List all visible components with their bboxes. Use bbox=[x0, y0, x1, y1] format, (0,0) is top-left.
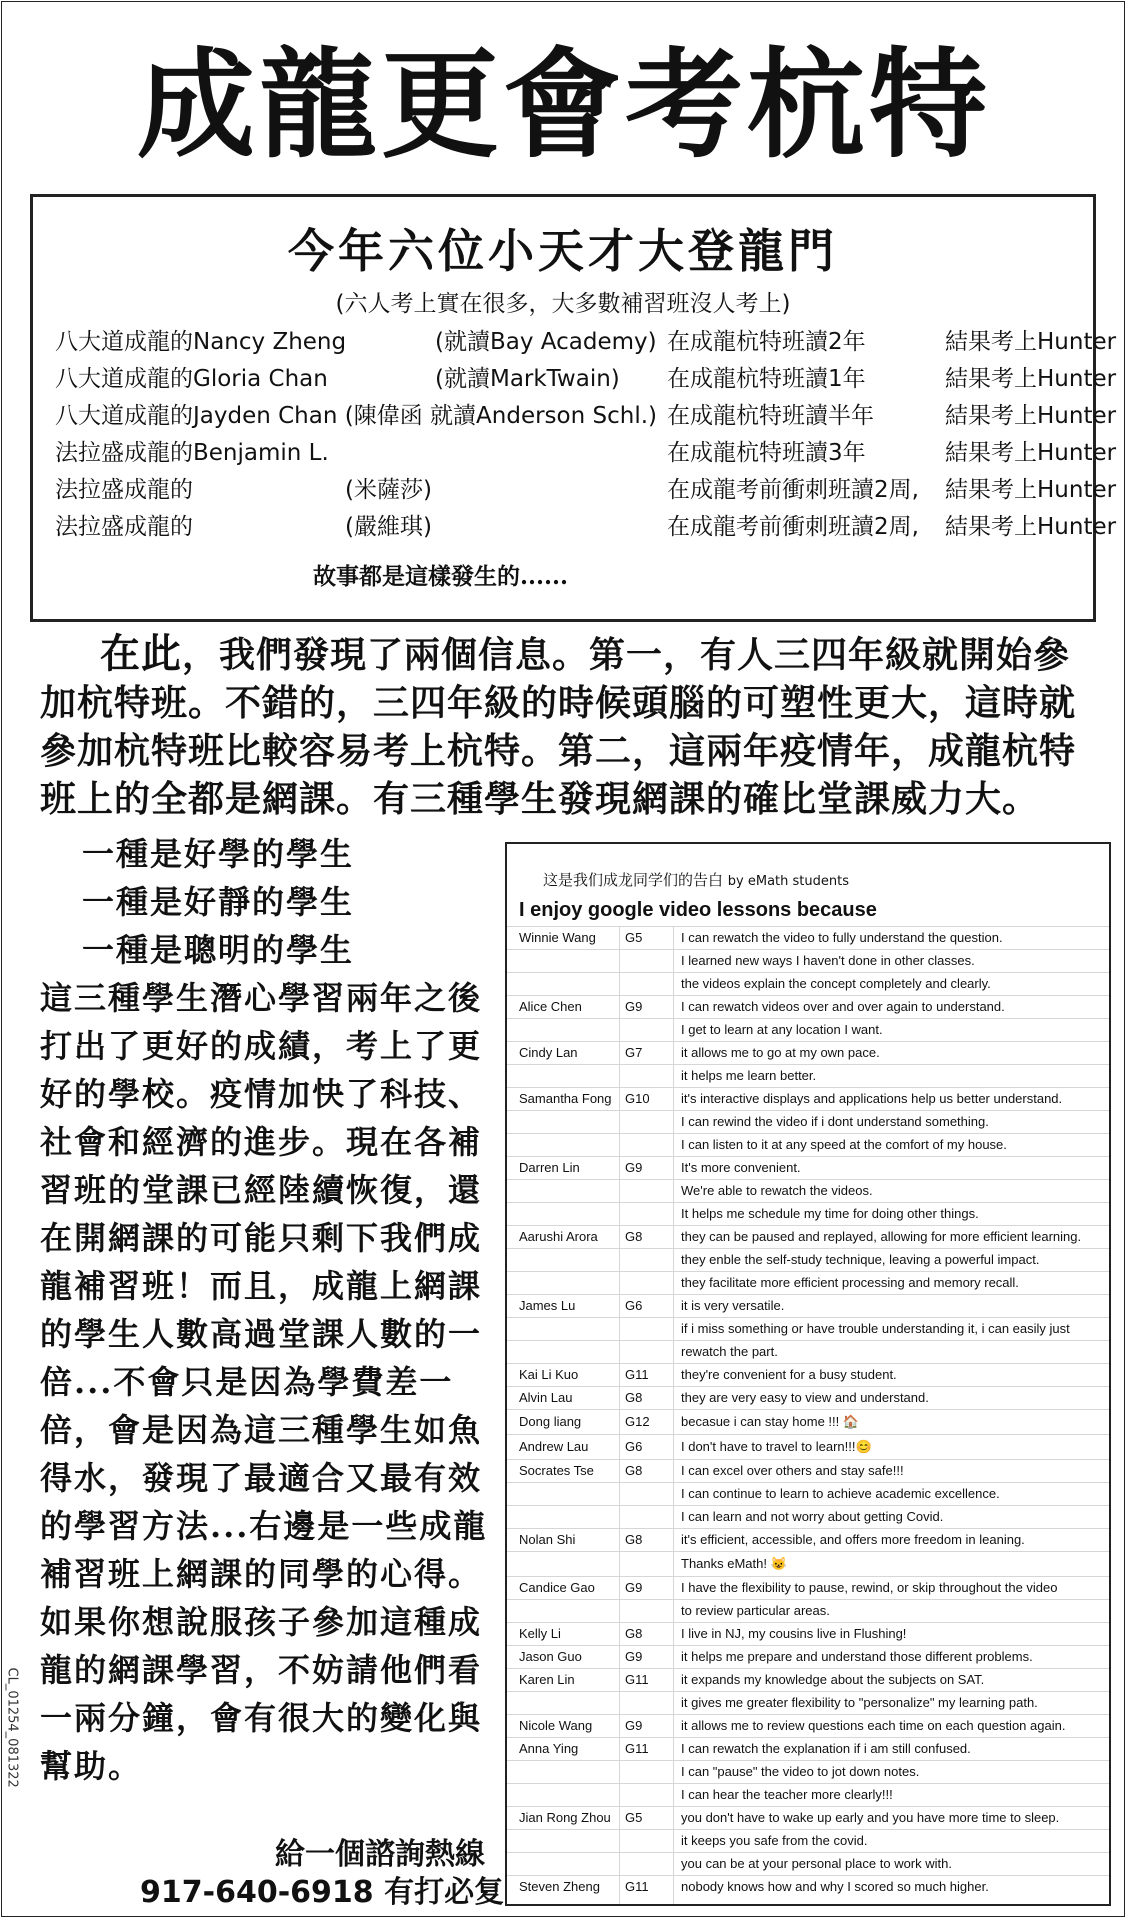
table-row bbox=[507, 1041, 1109, 1064]
table-row bbox=[507, 1340, 1109, 1363]
student-comment: they can be paused and replayed, allowing for more efficient learning. bbox=[681, 1229, 1082, 1244]
student-name: 法拉盛成龍的Benjamin L. bbox=[55, 440, 329, 466]
hotline-label: 給一個諮詢熱線 bbox=[275, 1837, 485, 1872]
student-name: James Lu bbox=[519, 1298, 576, 1313]
student-comment: It helps me schedule my time for doing other things. bbox=[681, 1206, 979, 1221]
table-row bbox=[507, 1409, 1109, 1434]
student-school: (嚴維琪) bbox=[345, 514, 432, 540]
table-row bbox=[507, 1133, 1109, 1156]
left-column-text: 這三種學生潛心學習兩年之後打出了更好的成績，考上了更好的學校。疫情加快了科技、社會和經濟的進步。現在各補習班的堂課已經陸續恢復，還在開網課的可能只剩下我們成龍補習班！而且，成龍上網課的學生人數高過堂課人數的一倍...不會只是因為學費差一倍，會是因為這三種學生如魚得水，發現了最適合又最有效的學習方法...右邊是一些成龍補習班上網課的同學的心得。如果你想說服孩子參加這種成龍的網課學習，不妨請他們看一兩分鐘，會有很大的變化與幫助。 bbox=[40, 979, 488, 1785]
student-name: Jason Guo bbox=[519, 1649, 582, 1664]
table-row bbox=[507, 1829, 1109, 1852]
student-grade: G8 bbox=[625, 1626, 643, 1641]
left-column bbox=[40, 830, 495, 1790]
student-name: Anna Ying bbox=[519, 1741, 579, 1756]
student-name: Samantha Fong bbox=[519, 1091, 612, 1106]
student-grade: G5 bbox=[625, 1810, 643, 1825]
student-school: (米薩莎) bbox=[345, 477, 432, 503]
table-row bbox=[507, 1668, 1109, 1691]
results-title: 今年六位小天才大登龍門 bbox=[288, 224, 838, 278]
table-row bbox=[507, 1202, 1109, 1225]
student-comment: I live in NJ, my cousins live in Flushing! bbox=[681, 1626, 907, 1641]
student-comment: it helps me prepare and understand those different problems. bbox=[681, 1649, 1033, 1664]
student-comment: nobody knows how and why I scored so much higher. bbox=[681, 1879, 989, 1894]
student-name: Steven Zheng bbox=[519, 1879, 600, 1894]
table-row bbox=[507, 1271, 1109, 1294]
contact-block bbox=[140, 1836, 505, 1912]
student-name: Socrates Tse bbox=[519, 1463, 594, 1478]
table-row bbox=[507, 1317, 1109, 1340]
student-comment: the videos explain the concept completely and clearly. bbox=[681, 976, 991, 991]
table-row bbox=[507, 1064, 1109, 1087]
student-name: 八大道成龍的Nancy Zheng bbox=[55, 329, 347, 355]
student-comment: it allows me to review questions each time on each question again. bbox=[681, 1718, 1066, 1733]
student-comment: it's interactive displays and applications help us better understand. bbox=[681, 1091, 1063, 1106]
table-row bbox=[507, 1551, 1109, 1576]
testimonials-header-en: by eMath students bbox=[727, 874, 849, 889]
table-row bbox=[507, 1294, 1109, 1317]
student-grade: G11 bbox=[625, 1879, 649, 1894]
table-row bbox=[507, 1087, 1109, 1110]
headline: 成龍更會考杭特 bbox=[136, 36, 991, 174]
student-grade: G6 bbox=[625, 1298, 643, 1313]
student-grade: G9 bbox=[625, 999, 643, 1014]
student-grade: G12 bbox=[625, 1414, 650, 1429]
phone-number[interactable]: 917-640-6918 有打必复 bbox=[140, 1875, 505, 1910]
table-row bbox=[507, 1459, 1109, 1482]
exam-result: 結果考上Hunter bbox=[945, 477, 1117, 503]
student-grade: G7 bbox=[625, 1045, 643, 1060]
exam-result: 結果考上Hunter bbox=[945, 403, 1117, 429]
testimonials-title: I enjoy google video lessons because bbox=[519, 899, 877, 921]
story-line: 故事都是這樣發生的...... bbox=[313, 563, 569, 590]
table-row bbox=[507, 1179, 1109, 1202]
student-name: Nicole Wang bbox=[519, 1718, 593, 1733]
student-comment: it's efficient, accessible, and offers more freedom in leaning. bbox=[681, 1532, 1025, 1547]
student-grade: G11 bbox=[625, 1367, 649, 1382]
student-grade: G9 bbox=[625, 1649, 643, 1664]
student-comment: it allows me to go at my own pace. bbox=[681, 1045, 880, 1060]
student-comment: becasue i can stay home !!! 🏠 bbox=[681, 1414, 860, 1429]
study-duration: 在成龍考前衝刺班讀2周, bbox=[667, 514, 919, 540]
testimonials-panel bbox=[505, 842, 1111, 1906]
table-row bbox=[507, 995, 1109, 1018]
student-comment: We're able to rewatch the videos. bbox=[681, 1183, 873, 1198]
student-grade: G11 bbox=[625, 1741, 649, 1756]
table-row bbox=[507, 1434, 1109, 1459]
student-comment: rewatch the part. bbox=[681, 1344, 778, 1359]
student-comment: I can "pause" the video to jot down notes. bbox=[681, 1764, 920, 1779]
intro-paragraph bbox=[40, 630, 1090, 823]
student-comment: you don't have to wake up early and you have more time to sleep. bbox=[681, 1810, 1060, 1825]
table-row bbox=[507, 1691, 1109, 1714]
table-row bbox=[507, 1156, 1109, 1179]
result-row bbox=[55, 510, 1117, 544]
study-duration: 在成龍杭特班讀2年 bbox=[667, 329, 866, 355]
table-row bbox=[507, 1386, 1109, 1409]
table-row bbox=[507, 926, 1109, 949]
exam-result: 結果考上Hunter bbox=[945, 366, 1117, 392]
student-comment: if i miss something or have trouble understanding it, i can easily just bbox=[681, 1321, 1070, 1336]
student-name: 八大道成龍的Gloria Chan bbox=[55, 366, 328, 392]
table-row bbox=[507, 1110, 1109, 1133]
student-comment: you can be at your personal place to work with. bbox=[681, 1856, 952, 1871]
table-row bbox=[507, 1783, 1109, 1806]
student-name: Jian Rong Zhou bbox=[519, 1810, 611, 1825]
student-grade: G9 bbox=[625, 1580, 643, 1595]
student-comment: I can continue to learn to achieve academic excellence. bbox=[681, 1486, 1000, 1501]
student-kind: 一種是聰明的學生 bbox=[82, 931, 355, 969]
testimonials-header-cn: 这是我们成龙同学们的告白 bbox=[543, 871, 724, 889]
student-comment: I can listen to it at any speed at the comfort of my house. bbox=[681, 1137, 1007, 1152]
student-comment: they're convenient for a busy student. bbox=[681, 1367, 897, 1382]
student-comment: I can rewatch the video to fully understand the question. bbox=[681, 930, 1003, 945]
student-grade: G9 bbox=[625, 1718, 643, 1733]
student-name: 法拉盛成龍的 bbox=[55, 514, 193, 540]
student-comment: it is very versatile. bbox=[681, 1298, 785, 1313]
student-name: Dong liang bbox=[519, 1414, 582, 1429]
student-grade: G5 bbox=[625, 930, 643, 945]
student-grade: G8 bbox=[625, 1463, 643, 1478]
table-row bbox=[507, 1599, 1109, 1622]
study-duration: 在成龍考前衝刺班讀2周, bbox=[667, 477, 919, 503]
testimonials-table bbox=[507, 926, 1109, 1898]
student-comment: they are very easy to view and understand. bbox=[681, 1390, 929, 1405]
student-grade: G10 bbox=[625, 1091, 650, 1106]
table-row bbox=[507, 1737, 1109, 1760]
exam-result: 結果考上Hunter bbox=[945, 514, 1117, 540]
student-comment: It's more convenient. bbox=[681, 1160, 801, 1175]
table-row bbox=[507, 1505, 1109, 1528]
table-row bbox=[507, 1576, 1109, 1599]
table-row bbox=[507, 1875, 1109, 1898]
student-grade: G6 bbox=[625, 1439, 643, 1454]
table-row bbox=[507, 949, 1109, 972]
student-name: Kai Li Kuo bbox=[519, 1367, 579, 1382]
student-school: (就讀MarkTwain) bbox=[435, 366, 620, 392]
student-comment: I can excel over others and stay safe!!! bbox=[681, 1463, 904, 1478]
student-comment: I can rewatch videos over and over again to understand. bbox=[681, 999, 1005, 1014]
study-duration: 在成龍杭特班讀半年 bbox=[667, 403, 874, 429]
table-row bbox=[507, 1806, 1109, 1829]
student-grade: G8 bbox=[625, 1532, 643, 1547]
student-comment: I can hear the teacher more clearly!!! bbox=[681, 1787, 893, 1802]
result-row bbox=[55, 436, 1117, 470]
exam-result: 結果考上Hunter bbox=[945, 440, 1117, 466]
table-row bbox=[507, 1852, 1109, 1875]
result-row bbox=[55, 473, 1117, 507]
student-comment: I have the flexibility to pause, rewind, or skip throughout the video bbox=[681, 1580, 1058, 1595]
table-row bbox=[507, 1018, 1109, 1041]
student-name: Cindy Lan bbox=[519, 1045, 578, 1060]
student-school: (就讀Bay Academy) bbox=[435, 329, 657, 355]
table-row bbox=[507, 1482, 1109, 1505]
student-name: Candice Gao bbox=[519, 1580, 595, 1595]
student-comment: I can rewatch the explanation if i am still confused. bbox=[681, 1741, 971, 1756]
student-name: Andrew Lau bbox=[519, 1439, 589, 1454]
student-name: Darren Lin bbox=[519, 1160, 580, 1175]
table-row bbox=[507, 1225, 1109, 1248]
student-name: Alvin Lau bbox=[519, 1390, 573, 1405]
student-comment: I don't have to travel to learn!!!😊 bbox=[681, 1439, 872, 1454]
student-comment: I can learn and not worry about getting Covid. bbox=[681, 1509, 944, 1524]
student-name: Nolan Shi bbox=[519, 1532, 576, 1547]
student-kind: 一種是好靜的學生 bbox=[82, 883, 355, 921]
student-grade: G8 bbox=[625, 1390, 643, 1405]
ad-code: CL_01254_081322 bbox=[4, 1667, 20, 1788]
table-row bbox=[507, 1248, 1109, 1271]
student-grade: G8 bbox=[625, 1229, 643, 1244]
student-comment: they enble the self-study technique, leaving a powerful impact. bbox=[681, 1252, 1040, 1267]
student-name: Aarushi Arora bbox=[519, 1229, 598, 1244]
student-comment: I can rewind the video if i dont understand something. bbox=[681, 1114, 989, 1129]
result-row bbox=[55, 399, 1117, 433]
student-name: Karen Lin bbox=[519, 1672, 575, 1687]
student-comment: I learned new ways I haven't done in other classes. bbox=[681, 953, 975, 968]
results-subtitle: (六人考上實在很多，大多數補習班沒人考上) bbox=[335, 291, 791, 317]
student-comment: it expands my knowledge about the subjects on SAT. bbox=[681, 1672, 985, 1687]
student-kind: 一種是好學的學生 bbox=[82, 835, 355, 873]
study-duration: 在成龍杭特班讀1年 bbox=[667, 366, 866, 392]
table-row bbox=[507, 1528, 1109, 1551]
student-name: Alice Chen bbox=[519, 999, 582, 1014]
student-comment: I get to learn at any location I want. bbox=[681, 1022, 883, 1037]
student-comment: it keeps you safe from the covid. bbox=[681, 1833, 868, 1848]
student-grade: G11 bbox=[625, 1672, 649, 1687]
student-comment: it helps me learn better. bbox=[681, 1068, 817, 1083]
result-row bbox=[55, 362, 1117, 396]
testimonials-header bbox=[543, 870, 849, 892]
student-name: Kelly Li bbox=[519, 1626, 561, 1641]
table-row bbox=[507, 1645, 1109, 1668]
student-name: Winnie Wang bbox=[519, 930, 596, 945]
paragraph-text: ，我們發現了兩個信息。第一，有人三四年級就開始參加杭特班。不錯的，三四年級的時候頭腦的可塑性更大，這時就參加杭特班比較容易考上杭特。第二，這兩年疫情年，成龍杭特班上的全都是網課。有三種學生發現網課的確比堂課威力大。 bbox=[40, 634, 1077, 820]
student-grade: G9 bbox=[625, 1160, 643, 1175]
table-row bbox=[507, 972, 1109, 995]
results-box bbox=[30, 194, 1117, 622]
table-row bbox=[507, 1622, 1109, 1645]
student-name: 法拉盛成龍的 bbox=[55, 477, 193, 503]
student-comment: they facilitate more efficient processing and memory recall. bbox=[681, 1275, 1019, 1290]
table-row bbox=[507, 1714, 1109, 1737]
student-comment: it gives me greater flexibility to "personalize" my learning path. bbox=[681, 1695, 1038, 1710]
result-row bbox=[55, 325, 1117, 359]
table-row bbox=[507, 1760, 1109, 1783]
exam-result: 結果考上Hunter bbox=[945, 329, 1117, 355]
study-duration: 在成龍杭特班讀3年 bbox=[667, 440, 866, 466]
table-row bbox=[507, 1363, 1109, 1386]
paragraph-lead: 在此 bbox=[100, 630, 182, 677]
student-comment: Thanks eMath! 😺 bbox=[681, 1556, 787, 1571]
student-comment: to review particular areas. bbox=[681, 1603, 830, 1618]
student-name: 八大道成龍的Jayden Chan (陳偉函 就讀Anderson Schl.) bbox=[55, 403, 657, 429]
